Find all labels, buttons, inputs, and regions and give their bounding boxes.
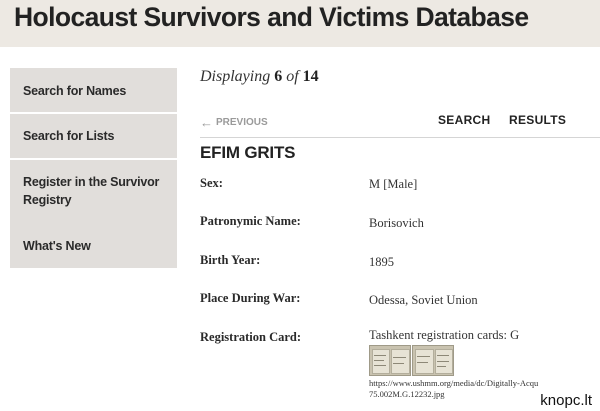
registration-card-thumbnail-front[interactable]: [369, 345, 411, 376]
sidebar-item-survivor-registry[interactable]: Register in the Survivor Registry: [23, 175, 160, 207]
pager-status: [200, 68, 319, 86]
pager-prefix: Displaying: [200, 68, 271, 85]
field-value-registration-card: Tashkent registration cards: G: [369, 328, 520, 342]
site-title[interactable]: Holocaust Survivors and Victims Database: [14, 2, 529, 32]
field-label-birth-year: Birth Year:: [200, 253, 261, 267]
field-label-registration-card: Registration Card:: [200, 330, 302, 344]
sidebar-divider: [10, 158, 177, 160]
search-link[interactable]: SEARCH: [438, 113, 491, 127]
previous-label: PREVIOUS: [216, 117, 268, 128]
sidebar-item-whats-new[interactable]: What's New: [23, 239, 91, 253]
field-value-birth-year: 1895: [369, 255, 394, 269]
divider: [200, 137, 600, 138]
sidebar-item-search-lists[interactable]: Search for Lists: [23, 129, 115, 143]
results-link[interactable]: RESULTS: [509, 113, 567, 127]
field-label-patronymic: Patronymic Name:: [200, 214, 301, 228]
url-line-1: https://www.ushmm.org/media/dc/Digitally-Acqu: [369, 378, 539, 388]
arrow-left-icon: ←: [200, 115, 213, 130]
pager-current: 6: [274, 68, 283, 85]
url-line-2: 75.002M.G.12232.jpg: [369, 389, 445, 399]
site-header: [0, 0, 600, 47]
field-label-sex: Sex:: [200, 176, 223, 190]
record-name: EFIM GRITS: [200, 143, 296, 162]
field-value-place-during-war: Odessa, Soviet Union: [369, 293, 478, 307]
record-nav: [200, 113, 600, 135]
previous-link[interactable]: [200, 115, 268, 130]
sidebar-divider: [10, 112, 177, 114]
sidebar: [10, 68, 177, 268]
field-value-sex: M [Male]: [369, 177, 418, 191]
pager-of: of: [286, 68, 299, 85]
field-label-place-during-war: Place During War:: [200, 291, 301, 305]
registration-card-thumbnail-back[interactable]: [412, 345, 454, 376]
pager-total: 14: [302, 68, 319, 85]
watermark: knopc.lt: [540, 392, 592, 409]
field-value-patronymic: Borisovich: [369, 216, 424, 230]
sidebar-item-search-names[interactable]: Search for Names: [23, 84, 127, 98]
